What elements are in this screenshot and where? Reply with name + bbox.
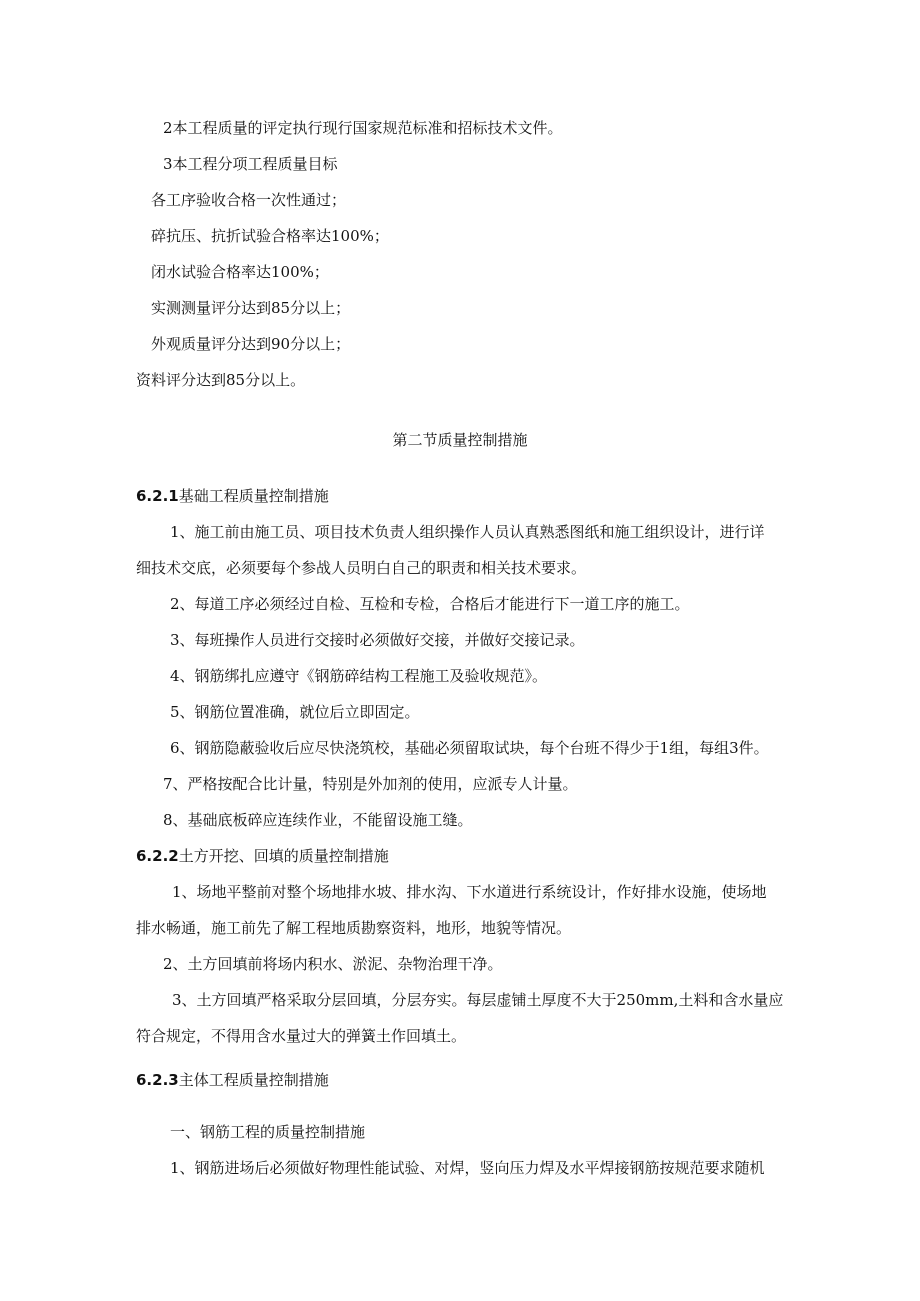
quality-goal-item: 碎抗压、抗折试验合格率达100%； bbox=[151, 227, 389, 245]
paragraph-line: 1、场地平整前对整个场地排水坡、排水沟、下水道进行系统设计，作好排水设施，使场地 bbox=[172, 883, 767, 901]
heading-number: 6.2.1 bbox=[136, 487, 179, 505]
quality-goal-item: 各工序验收合格一次性通过； bbox=[151, 191, 347, 209]
paragraph-line: 7、严格按配合比计量，特别是外加剂的使用，应派专人计量。 bbox=[163, 775, 578, 793]
paragraph-line: 细技术交底，必须要每个参战人员明白自己的职责和相关技术要求。 bbox=[136, 559, 587, 577]
paragraph-line: 2、每道工序必须经过自检、互检和专检，合格后才能进行下一道工序的施工。 bbox=[170, 595, 690, 613]
quality-goal-line-2: 2本工程质量的评定执行现行国家规范标准和招标技术文件。 bbox=[163, 119, 563, 137]
heading-title: 主体工程质量控制措施 bbox=[178, 1071, 329, 1089]
paragraph-line: 3、每班操作人员进行交接时必须做好交接，并做好交接记录。 bbox=[170, 631, 585, 649]
paragraph-line: 6、钢筋隐蔽验收后应尽快浇筑校，基础必须留取试块，每个台班不得少于1组，每组3件。 bbox=[170, 739, 769, 757]
heading-6-2-3 bbox=[136, 1070, 329, 1090]
heading-title: 土方开挖、回填的质量控制措施 bbox=[178, 847, 389, 865]
quality-goal-item: 实测测量评分达到85分以上； bbox=[151, 299, 351, 317]
heading-6-2-1 bbox=[136, 486, 329, 506]
paragraph-line: 4、钢筋绑扎应遵守《钢筋碎结构工程施工及验收规范》。 bbox=[170, 667, 548, 685]
heading-6-2-2 bbox=[136, 846, 389, 866]
paragraph-line: 符合规定，不得用含水量过大的弹簧土作回填土。 bbox=[136, 1027, 467, 1045]
heading-number: 6.2.3 bbox=[136, 1071, 179, 1089]
paragraph-line: 2、土方回填前将场内积水、淤泥、杂物治理干净。 bbox=[163, 955, 503, 973]
quality-goal-line-3: 3本工程分项工程质量目标 bbox=[163, 155, 338, 173]
quality-goal-item: 外观质量评分达到90分以上； bbox=[151, 335, 351, 353]
paragraph-line: 5、钢筋位置准确，就位后立即固定。 bbox=[170, 703, 420, 721]
paragraph-line: 3、土方回填严格采取分层回填，分层夯实。每层虚铺土厚度不大于250mm,土料和含水量应 bbox=[172, 991, 784, 1009]
paragraph-line: 1、施工前由施工员、项目技术负责人组织操作人员认真熟悉图纸和施工组织设计，进行详 bbox=[170, 523, 765, 541]
section-title: 第二节质量控制措施 bbox=[392, 431, 528, 449]
heading-number: 6.2.2 bbox=[136, 847, 179, 865]
subheading: 一、钢筋工程的质量控制措施 bbox=[170, 1123, 366, 1141]
paragraph-line: 1、钢筋进场后必须做好物理性能试验、对焊，竖向压力焊及水平焊接钢筋按规范要求随机 bbox=[170, 1159, 765, 1177]
paragraph-line: 排水畅通，施工前先了解工程地质勘察资料，地形，地貌等情况。 bbox=[136, 919, 572, 937]
paragraph-line: 8、基础底板碎应连续作业，不能留设施工缝。 bbox=[163, 811, 473, 829]
quality-goal-item: 资料评分达到85分以上。 bbox=[136, 371, 306, 389]
heading-title: 基础工程质量控制措施 bbox=[178, 487, 329, 505]
quality-goal-item: 闭水试验合格率达100%； bbox=[151, 263, 329, 281]
